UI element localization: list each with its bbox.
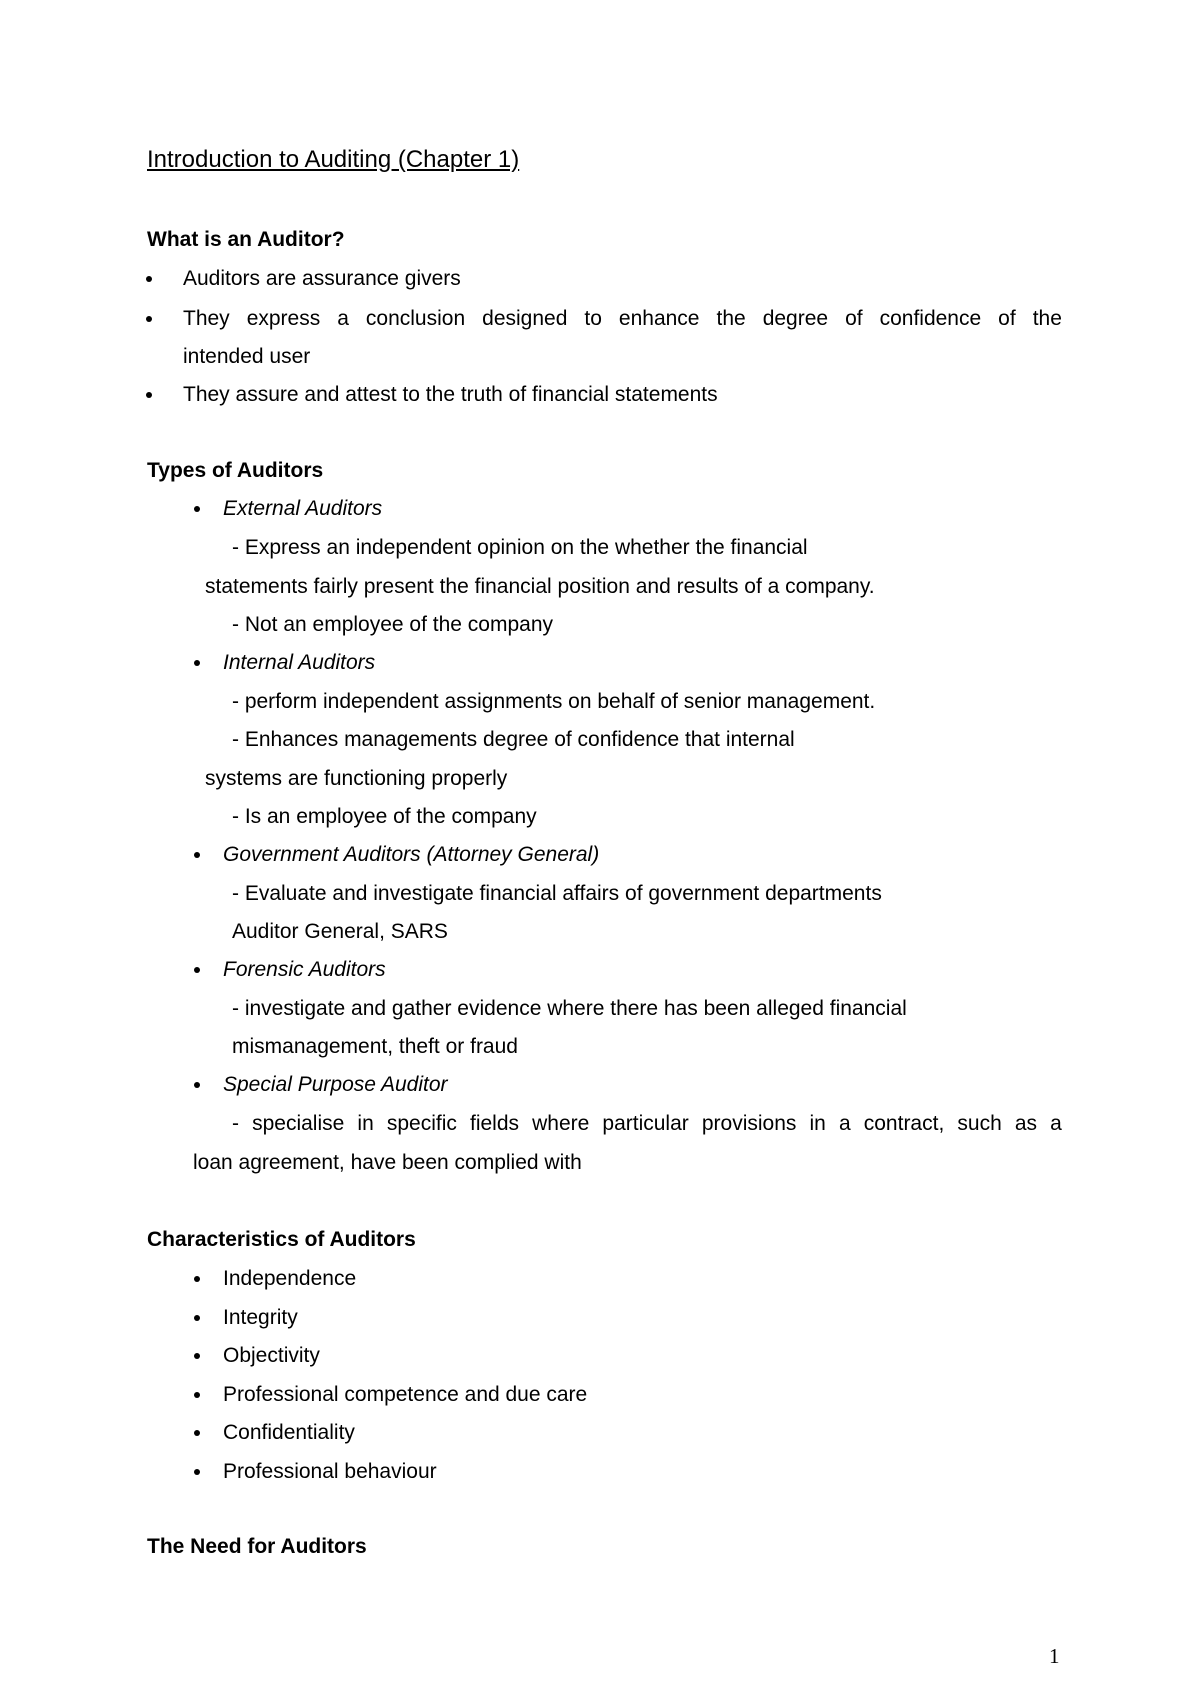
- characteristic-item: Confidentiality: [223, 1421, 355, 1444]
- bullet-icon: [194, 1392, 200, 1398]
- type-government-desc-1: - Evaluate and investigate financial affairs of government departments: [232, 882, 882, 905]
- bullet-icon: [194, 1430, 200, 1436]
- characteristic-item: Independence: [223, 1267, 357, 1290]
- bullet-icon: [194, 660, 200, 666]
- what-is-item-2-line-1: [183, 308, 1062, 329]
- type-special-desc-1-word: a: [838, 1112, 851, 1135]
- what-is-item-3: They assure and attest to the truth of financial statements: [183, 383, 718, 406]
- type-special-desc-2: loan agreement, have been complied with: [193, 1151, 582, 1174]
- type-special-desc-1-word: particular: [602, 1112, 689, 1135]
- what-is-item-2-word: to: [584, 307, 602, 330]
- type-special-desc-1-word: fields: [469, 1112, 520, 1135]
- type-special-desc-1-word: provisions: [701, 1112, 797, 1135]
- what-is-item-2-line-2: intended user: [183, 345, 311, 368]
- type-forensic-desc-2: mismanagement, theft or fraud: [232, 1035, 518, 1058]
- characteristic-item: Professional competence and due care: [223, 1383, 588, 1406]
- bullet-icon: [146, 316, 152, 322]
- bullet-icon: [194, 1353, 200, 1359]
- type-external-name: External Auditors: [223, 497, 383, 520]
- type-special-desc-1-word: -: [232, 1112, 239, 1135]
- what-is-item-2-word: designed: [482, 307, 568, 330]
- characteristic-item: Professional behaviour: [223, 1460, 437, 1483]
- what-is-item-2-word: They: [183, 307, 230, 330]
- type-external-desc-3: - Not an employee of the company: [232, 613, 554, 636]
- heading-characteristics: Characteristics of Auditors: [147, 1228, 416, 1251]
- type-special-desc-1-word: specific: [386, 1112, 457, 1135]
- type-special-desc-1-word: in: [809, 1112, 826, 1135]
- bullet-icon: [194, 1315, 200, 1321]
- bullet-icon: [194, 1469, 200, 1475]
- heading-types-of-auditors: Types of Auditors: [147, 459, 324, 482]
- type-forensic-name: Forensic Auditors: [223, 958, 386, 981]
- page-title: Introduction to Auditing (Chapter 1): [147, 146, 520, 173]
- type-special-desc-1-word: in: [357, 1112, 374, 1135]
- type-special-desc-1-word: as: [1014, 1112, 1038, 1135]
- heading-what-is-auditor: What is an Auditor?: [147, 228, 345, 251]
- bullet-icon: [194, 967, 200, 973]
- what-is-item-2-word: conclusion: [365, 307, 466, 330]
- what-is-item-2-word: degree: [762, 307, 829, 330]
- type-government-desc-2: Auditor General, SARS: [232, 920, 448, 943]
- type-government-name: Government Auditors (Attorney General): [223, 843, 600, 866]
- type-external-desc-1: - Express an independent opinion on the whether the financial: [232, 536, 808, 559]
- what-is-item-2-word: the: [1032, 307, 1062, 330]
- type-internal-desc-1: - perform independent assignments on behalf of senior management.: [232, 690, 876, 713]
- bullet-icon: [194, 1276, 200, 1282]
- characteristic-item: Objectivity: [223, 1344, 320, 1367]
- what-is-item-2-word: enhance: [618, 307, 700, 330]
- page-number: 1: [1049, 1644, 1060, 1668]
- what-is-item-1: Auditors are assurance givers: [183, 267, 461, 290]
- type-special-desc-1-word: contract,: [863, 1112, 945, 1135]
- type-internal-name: Internal Auditors: [223, 651, 376, 674]
- type-external-desc-2: statements fairly present the financial position and results of a company.: [205, 575, 875, 598]
- what-is-item-2-word: a: [337, 307, 349, 330]
- what-is-item-2-word: express: [246, 307, 321, 330]
- what-is-item-2-word: confidence: [879, 307, 982, 330]
- type-special-desc-1-word: specialise: [252, 1112, 345, 1135]
- type-internal-desc-3: systems are functioning properly: [205, 767, 508, 790]
- what-is-item-2-word: of: [998, 307, 1016, 330]
- characteristic-item: Integrity: [223, 1306, 298, 1329]
- type-special-name: Special Purpose Auditor: [223, 1073, 448, 1096]
- what-is-item-2-word: the: [716, 307, 746, 330]
- bullet-icon: [194, 1082, 200, 1088]
- what-is-item-2-word: of: [845, 307, 863, 330]
- type-internal-desc-2: - Enhances managements degree of confidence that internal: [232, 728, 795, 751]
- type-special-desc-1: [232, 1113, 1062, 1134]
- type-special-desc-1-word: such: [957, 1112, 1002, 1135]
- heading-need-for-auditors: The Need for Auditors: [147, 1535, 367, 1558]
- type-special-desc-1-word: a: [1050, 1112, 1062, 1135]
- bullet-icon: [194, 506, 200, 512]
- type-internal-desc-4: - Is an employee of the company: [232, 805, 537, 828]
- bullet-icon: [146, 392, 152, 398]
- bullet-icon: [194, 852, 200, 858]
- type-special-desc-1-word: where: [532, 1112, 590, 1135]
- type-forensic-desc-1: - investigate and gather evidence where there has been alleged financial: [232, 997, 907, 1020]
- bullet-icon: [146, 276, 152, 282]
